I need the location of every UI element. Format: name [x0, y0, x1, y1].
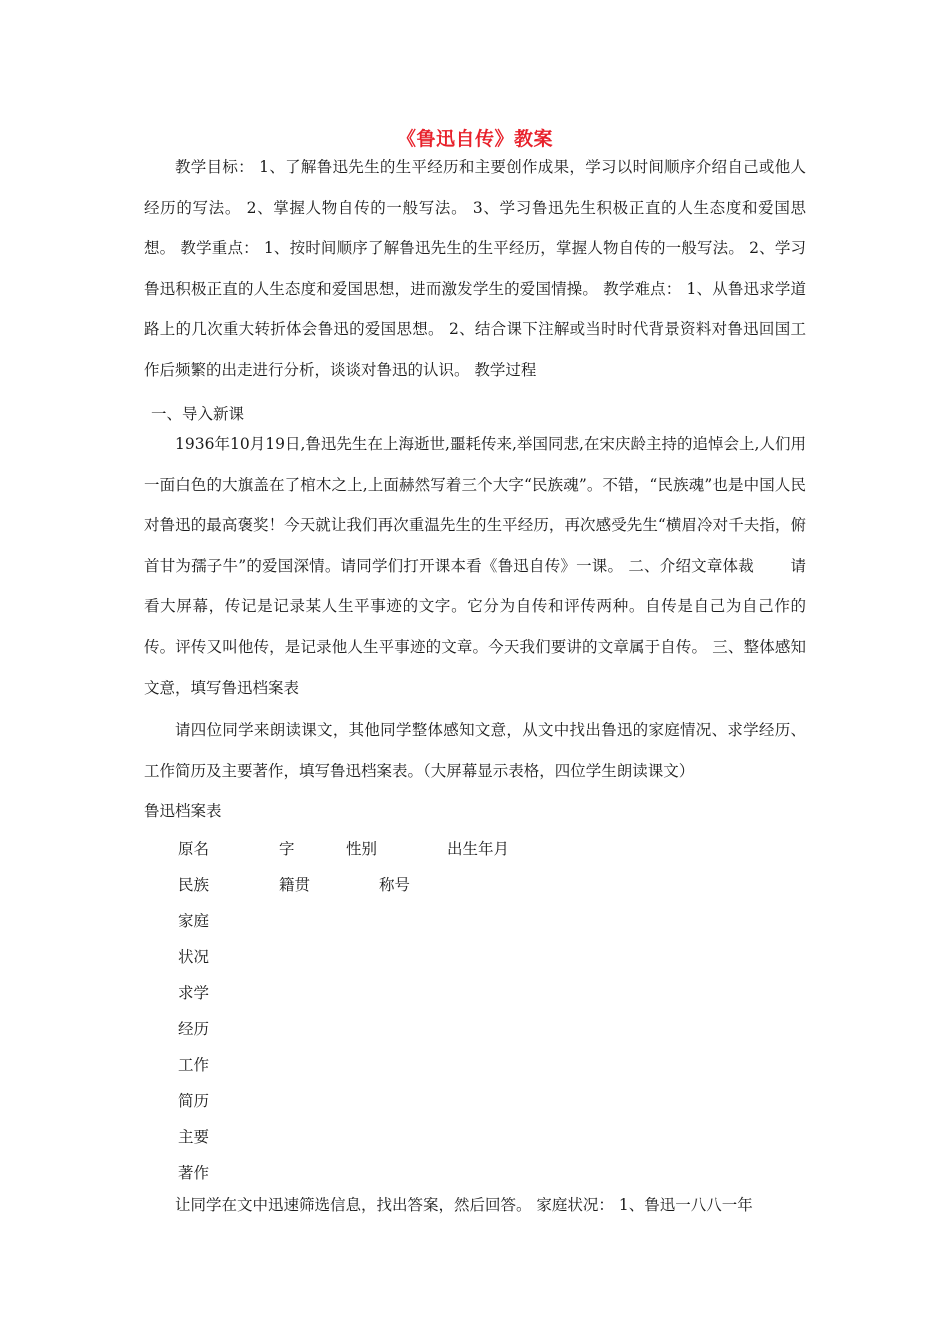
table-cell-ethnicity: 民族: [178, 876, 210, 894]
table-cell-works-2: 著作: [178, 1164, 210, 1182]
table-cell-study-2: 经历: [178, 1020, 210, 1038]
paragraph-1936-block: [144, 424, 806, 708]
paragraph-read-block: [144, 710, 806, 791]
paragraph-1936: 1936年10月19日,鲁迅先生在上海逝世,噩耗传来,举国同悲,在宋庆龄主持的追悼会上,人们用一面白色的大旗盖在了棺木之上,上面赫然写着三个大字“民族魂”。不错，“民族魂”也是中国人民对鲁迅的最高褒奖！今天就让我们再次重温先生的生平经历，再次感受先生“横眉冷对千夫指，俯首甘为孺子牛”的爱国深情。请同学们打开课本看《鲁迅自传》一课。 二、介绍文章体裁 请看大屏幕，传记是记录某人生平事迹的文字。它分为自传和评传两种。自传是自己为自己作的传。评传又叫他传，是记录他人生平事迹的文章。今天我们要讲的文章属于自传。 三、整体感知文意，填写鲁迅档案表: [144, 435, 806, 697]
table-cell-native-place: 籍贯: [279, 876, 311, 894]
table-cell-birth-date: 出生年月: [447, 840, 510, 858]
intro-paragraph: 教学目标： 1、了解鲁迅先生的生平经历和主要创作成果，学习以时间顺序介绍自己或他人经历的写法。 2、掌握人物自传的一般写法。 3、学习鲁迅先生积极正直的人生态度和爱国思想。 教学重点： 1、按时间顺序了解鲁迅先生的生平经历，掌握人物自传的一般写法。 2、学习鲁迅积极正直的人生态度和爱国思想，进而激发学生的爱国情操。 教学难点： 1、从鲁迅求学道路上的几次重大转折体会鲁迅的爱国思想。 2、结合课下注解或当时时代背景资料对鲁迅回国工作后频繁的出走进行分析，谈谈对鲁迅的认识。 教学过程: [144, 158, 806, 379]
table-cell-gender: 性别: [346, 840, 378, 858]
table-cell-work-2: 简历: [178, 1092, 210, 1110]
table-cell-study-1: 求学: [178, 984, 210, 1002]
intro-paragraph-block: [144, 147, 806, 391]
paragraph-read: 请四位同学来朗读课文，其他同学整体感知文意，从文中找出鲁迅的家庭情况、求学经历、工作简历及主要著作，填写鲁迅档案表。（大屏幕显示表格，四位学生朗读课文）: [144, 721, 806, 780]
table-cell-original-name: 原名: [178, 840, 210, 858]
table-cell-title: 称号: [379, 876, 411, 894]
final-paragraph-line: 让同学在文中迅速筛选信息，找出答案，然后回答。 家庭状况： 1、鲁迅一八八一年: [175, 1196, 753, 1214]
table-cell-courtesy-name: 字: [279, 840, 295, 858]
table-cell-work-1: 工作: [178, 1056, 210, 1074]
table-cell-works-1: 主要: [178, 1128, 210, 1146]
document-title: 《鲁迅自传》教案: [396, 128, 553, 150]
table-title: 鲁迅档案表: [144, 802, 222, 820]
section-one-heading: 一、导入新课: [151, 405, 245, 423]
table-cell-family-1: 家庭: [178, 912, 210, 930]
table-cell-family-2: 状况: [178, 948, 210, 966]
